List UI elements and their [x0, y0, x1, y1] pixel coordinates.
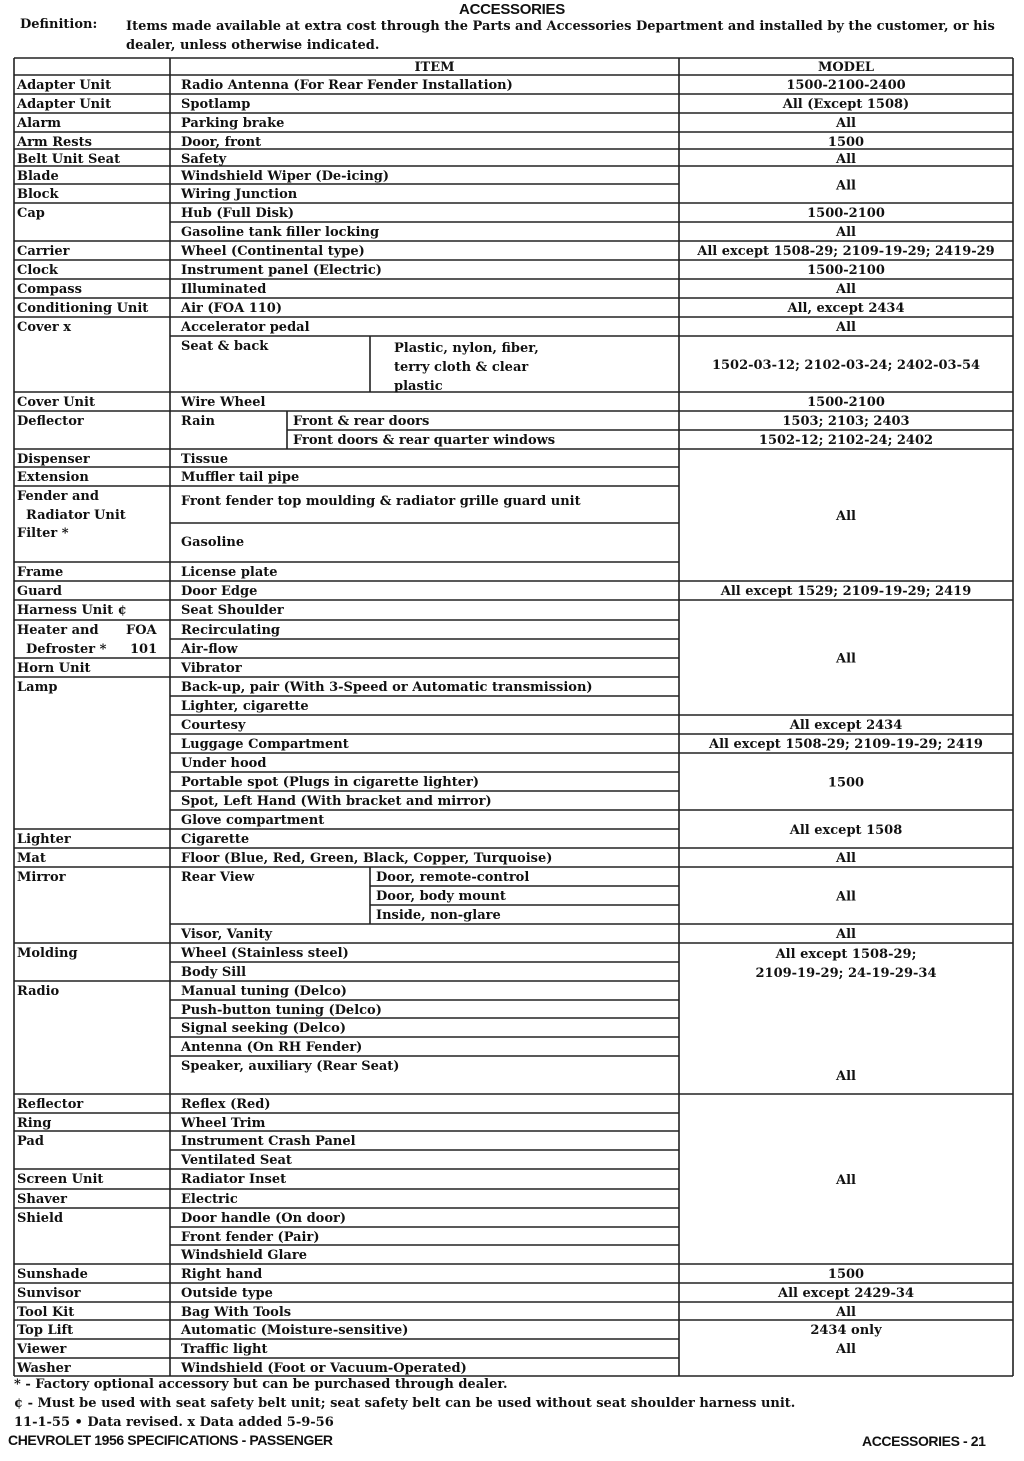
header-model: MODEL	[817, 60, 875, 75]
model-merged-cell: 1500	[827, 775, 865, 791]
item-cell: Antenna (On RH Fender)	[181, 1040, 363, 1055]
model-merged-cell: All	[836, 1342, 856, 1357]
item-cell: Electric	[181, 1192, 238, 1207]
model-cell: 1500-2100	[807, 263, 885, 278]
model-merged-cell: 2109-19-29; 24-19-29-34	[755, 966, 937, 981]
category-cell: Dispenser	[17, 452, 90, 467]
category-cell: Mirror	[17, 870, 66, 885]
item-cell: Right hand	[181, 1267, 263, 1282]
category-cell: Adapter Unit	[17, 78, 112, 93]
item-cell: Gasoline	[181, 535, 245, 550]
model-merged-cell: All	[836, 178, 856, 194]
item-cell: Instrument panel (Electric)	[181, 263, 382, 278]
category-cell: Tool Kit	[17, 1305, 75, 1320]
model-cell: All	[836, 225, 856, 240]
category-cell: FOA	[126, 623, 157, 638]
category-cell: Carrier	[17, 244, 70, 259]
model-cell: All	[836, 927, 856, 942]
model-cell: 1500-2100	[807, 206, 885, 221]
sub-item-cell: Door, remote-control	[376, 870, 530, 885]
model-cell: 1500-2100	[807, 395, 885, 410]
category-cell: Cap	[17, 206, 45, 221]
category-cell: Lamp	[17, 680, 58, 695]
category-cell: Frame	[17, 565, 64, 580]
category-cell: Shaver	[17, 1192, 67, 1207]
item-cell: Rear View	[181, 870, 255, 885]
item-cell: Spot, Left Hand (With bracket and mirror)	[181, 794, 492, 809]
item-cell: Speaker, auxiliary (Rear Seat)	[181, 1059, 400, 1074]
model-merged-cell: All except 1508-29;	[775, 947, 917, 962]
item-cell: Parking brake	[181, 116, 285, 131]
category-cell: Arm Rests	[17, 135, 92, 150]
item-cell: Cigarette	[181, 832, 250, 847]
item-cell: Vibrator	[181, 661, 242, 676]
footnote-cent: ¢ - Must be used with seat safety belt unit; seat safety belt can be used without seat shoulder harness unit.	[14, 1396, 796, 1411]
item-cell: Gasoline tank filler locking	[181, 225, 380, 240]
category-cell: Cover Unit	[17, 395, 95, 410]
item-cell: Signal seeking (Delco)	[181, 1021, 347, 1036]
footer-right: ACCESSORIES - 21	[862, 1433, 986, 1449]
item-cell: Traffic light	[181, 1342, 268, 1357]
category-cell: Adapter Unit	[17, 97, 112, 112]
item-cell: Courtesy	[181, 718, 246, 733]
category-cell: Radio	[17, 984, 60, 999]
category-cell: Sunshade	[17, 1267, 88, 1282]
sub-item-cell: Plastic, nylon, fiber,	[394, 341, 539, 356]
category-cell: Top Lift	[17, 1323, 74, 1338]
header-item: ITEM	[414, 60, 455, 75]
category-cell: Cover x	[17, 320, 71, 335]
item-cell: Windshield (Foot or Vacuum-Operated)	[181, 1361, 467, 1376]
item-cell: Seat Shoulder	[181, 603, 284, 618]
model-cell: All	[836, 116, 856, 131]
item-cell: Outside type	[181, 1286, 273, 1301]
model-merged-cell: All	[836, 1069, 856, 1084]
item-cell: Radio Antenna (For Rear Fender Installation)	[181, 78, 513, 93]
sub-item-cell: Door, body mount	[376, 889, 506, 904]
model-cell: All	[836, 282, 856, 297]
category-cell: Defroster *	[26, 642, 107, 657]
sub-item-cell: Front & rear doors	[293, 414, 430, 429]
page-title: ACCESSORIES	[459, 1, 565, 18]
category-cell: Block	[17, 187, 59, 202]
category-cell: Heater and	[17, 623, 99, 638]
item-cell: License plate	[181, 565, 278, 580]
model-cell: 1500-2100-2400	[786, 78, 906, 93]
sub-item-cell: terry cloth & clear	[394, 360, 529, 375]
item-cell: Windshield Wiper (De-icing)	[181, 169, 390, 184]
model-cell: All except 2434	[789, 718, 903, 733]
item-cell: Door Edge	[181, 584, 258, 599]
item-cell: Reflex (Red)	[181, 1097, 271, 1112]
model-merged-cell: All	[836, 889, 856, 905]
footnote-dates: 11-1-55 • Data revised. x Data added 5-9-56	[14, 1415, 334, 1430]
item-cell: Recirculating	[181, 623, 280, 638]
item-cell: Wiring Junction	[181, 187, 298, 202]
item-cell: Bag With Tools	[181, 1305, 292, 1320]
model-cell: All	[836, 851, 856, 866]
item-cell: Under hood	[181, 756, 267, 771]
model-cell: All	[836, 320, 856, 335]
category-cell: Alarm	[17, 116, 62, 131]
item-cell: Back-up, pair (With 3-Speed or Automatic transmission)	[181, 680, 593, 695]
item-cell: Tissue	[181, 452, 228, 467]
model-cell: 1502-12; 2102-24; 2402	[758, 433, 934, 448]
category-cell: Molding	[17, 946, 78, 961]
item-cell: Air-flow	[181, 642, 238, 657]
category-cell: 101	[130, 642, 158, 657]
category-cell: Ring	[17, 1116, 52, 1131]
model-cell: All except 1508-29; 2109-19-29; 2419-29	[697, 244, 995, 259]
model-cell: All, except 2434	[787, 301, 905, 316]
item-cell: Wire Wheel	[181, 395, 266, 410]
category-cell: Screen Unit	[17, 1172, 104, 1187]
item-cell: Manual tuning (Delco)	[181, 984, 347, 999]
model-merged-cell: All	[836, 1173, 856, 1188]
category-cell: Reflector	[17, 1097, 84, 1112]
item-cell: Air (FOA 110)	[181, 301, 283, 316]
item-cell: Muffler tail pipe	[181, 470, 300, 485]
model-merged-cell: All	[836, 509, 856, 524]
model-cell: All except 1529; 2109-19-29; 2419	[720, 584, 972, 599]
category-cell: Fender and	[17, 489, 99, 504]
item-cell: Seat & back	[181, 339, 269, 354]
category-cell: Conditioning Unit	[17, 301, 149, 316]
model-cell: All except 2429-34	[778, 1286, 914, 1301]
item-cell: Windshield Glare	[181, 1248, 307, 1263]
category-cell: Filter *	[17, 526, 69, 541]
item-cell: Visor, Vanity	[181, 927, 273, 942]
category-cell: Extension	[17, 470, 89, 485]
model-cell: All	[836, 152, 856, 167]
item-cell: Front fender (Pair)	[181, 1230, 320, 1245]
item-cell: Hub (Full Disk)	[181, 206, 295, 221]
item-cell: Floor (Blue, Red, Green, Black, Copper, Turquoise)	[181, 851, 553, 866]
category-cell: Clock	[17, 263, 58, 278]
item-cell: Body Sill	[181, 965, 247, 980]
item-cell: Portable spot (Plugs in cigarette lighter)	[181, 775, 479, 790]
category-cell: Lighter	[17, 832, 71, 847]
model-cell: 1502-03-12; 2102-03-24; 2402-03-54	[711, 358, 981, 373]
model-cell: All	[836, 1305, 856, 1320]
category-cell: Horn Unit	[17, 661, 91, 676]
item-cell: Glove compartment	[181, 813, 325, 828]
item-cell: Instrument Crash Panel	[181, 1134, 356, 1149]
item-cell: Spotlamp	[181, 97, 251, 112]
footer-left: CHEVROLET 1956 SPECIFICATIONS - PASSENGER	[8, 1432, 333, 1448]
item-cell: Automatic (Moisture-sensitive)	[181, 1323, 409, 1338]
sub-item-cell: Inside, non-glare	[376, 908, 501, 923]
item-cell: Radiator Inset	[181, 1172, 287, 1187]
sub-item-cell: Front doors & rear quarter windows	[293, 433, 556, 448]
model-cell: 2434 only	[810, 1323, 882, 1338]
item-cell: Wheel (Continental type)	[181, 244, 365, 259]
item-cell: Wheel Trim	[181, 1116, 266, 1131]
category-cell: Blade	[17, 169, 59, 184]
item-cell: Safety	[181, 152, 227, 167]
item-cell: Lighter, cigarette	[181, 699, 309, 714]
category-cell: Mat	[17, 851, 46, 866]
category-cell: Guard	[17, 584, 62, 599]
category-cell: Viewer	[17, 1342, 67, 1357]
definition-label: Definition:	[20, 17, 98, 32]
model-merged-cell: All	[836, 651, 856, 667]
category-cell: Pad	[17, 1134, 44, 1149]
item-cell: Push-button tuning (Delco)	[181, 1003, 382, 1018]
category-cell: Sunvisor	[17, 1286, 81, 1301]
category-cell: Compass	[17, 282, 82, 297]
category-cell: Shield	[17, 1211, 64, 1226]
item-cell: Rain	[181, 414, 215, 429]
category-cell: Deflector	[17, 414, 84, 429]
category-cell: Belt Unit Seat	[17, 152, 121, 167]
item-cell: Door, front	[181, 135, 262, 150]
model-cell: 1500	[827, 1267, 865, 1282]
item-cell: Luggage Compartment	[181, 737, 349, 752]
category-cell: Harness Unit ¢	[17, 603, 127, 618]
category-cell: Radiator Unit	[26, 508, 126, 523]
model-merged-cell: All except 1508	[789, 823, 903, 838]
model-cell: 1500	[827, 135, 865, 150]
model-cell: All (Except 1508)	[782, 97, 910, 112]
item-cell: Wheel (Stainless steel)	[181, 946, 349, 961]
item-cell: Accelerator pedal	[181, 320, 310, 335]
item-cell: Door handle (On door)	[181, 1211, 347, 1226]
item-cell: Illuminated	[181, 282, 267, 297]
item-cell: Front fender top moulding & radiator grille guard unit	[181, 494, 581, 509]
model-cell: 1503; 2103; 2403	[782, 414, 910, 429]
model-cell: All except 1508-29; 2109-19-29; 2419	[709, 737, 983, 752]
item-cell: Ventilated Seat	[181, 1153, 292, 1168]
sub-item-cell: plastic	[394, 379, 443, 394]
category-cell: Washer	[17, 1361, 71, 1376]
definition-text: Items made available at extra cost through the Parts and Accessories Department and installed by the customer, or his dealer, unless otherwise indicated.	[126, 19, 995, 53]
footnote-asterisk: * - Factory optional accessory but can be purchased through dealer.	[14, 1377, 508, 1392]
